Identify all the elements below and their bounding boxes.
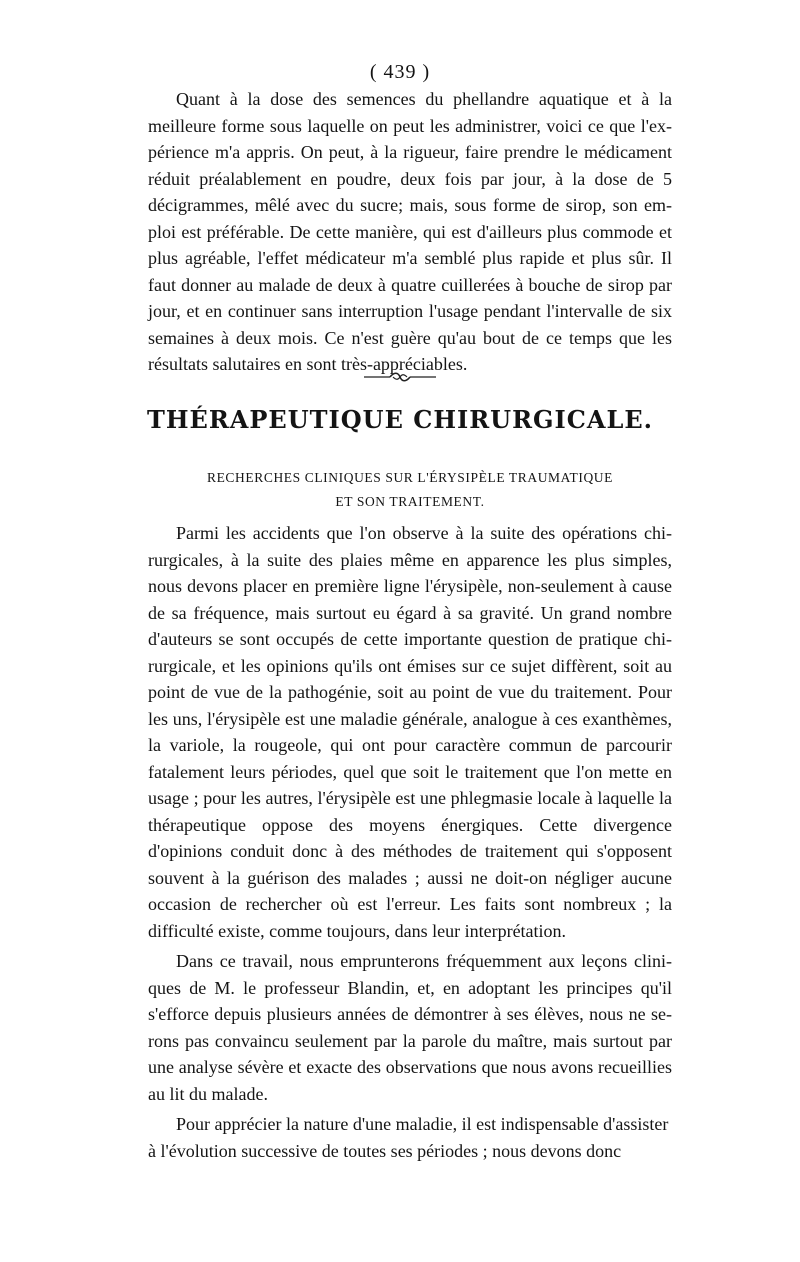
body-paragraph-3: Pour apprécier la nature d'une maladie, il est indispensable d'assister à l'évolution successive de toutes ses périodes ; nous devons donc (148, 1114, 669, 1161)
body-paragraph-1: Parmi les accidents que l'on observe à la suite des opérations chirurgicales, à la suite des plaies même en apparence les plus simples, nous devons placer en première ligne l'érysipèle, non-seulement à cause de sa fréquence, mais surtout eu égard à sa gravité. Un grand nombre d'auteurs se sont occupés de cette importante question de pratique chirurgicale, et les opinions qu'ils ont émises sur ce sujet diffèrent, soit au point de vue de la pathogénie, soit au point de vue du traitement. Pour les uns, l'érysipèle est une maladie générale, analogue à ces exanthèmes, la variole, la rougeole, qui ont pour caractère commun de parcourir fatalement leurs périodes, quel que soit le traitement que l'on mette en usage ; pour les autres, l'érysipèle est une phlegmasie locale à laquelle la thérapeutique oppose des moyens énergiques. Cette divergence d'opinions conduit donc à des méthodes de traitement qui s'opposent souvent à la guérison des malades ; aussi ne doit-on négliger aucune occasion de rechercher où est l'erreur. Les faits sont nombreux ; la difficulté existe, comme toujours, dans leur interprétation. (148, 523, 672, 941)
intro-paragraph: Quant à la dose des semences du phellandre aquatique et à la meilleure forme sous laquelle on peut les administrer, voici ce que l'expérience m'a appris. On peut, à la rigueur, faire prendre le médicament réduit préalablement en poudre, deux fois par jour, à la dose de 5 décigrammes, mêlé avec du sucre; mais, sous forme de sirop, son emploi est préférable. De cette manière, qui est d'ailleurs plus commode et plus agréable, l'effet médicateur m'a semblé plus rapide et plus sûr. Il faut donner au malade de deux à quatre cuillerées à bouche de sirop par jour, et en continuer sans interruption l'usage pendant l'intervalle de six semaines à deux mois. Ce n'est guère qu'au bout de ce temps que les résultats salutaires en sont très-appréciables. (148, 89, 672, 374)
page-number: ( 439 ) (369, 61, 431, 83)
body-paragraph-2: Dans ce travail, nous emprunterons fréquemment aux leçons cliniques de M. le professeur Blandin, et, en adoptant les principes qu'il s'efforce depuis plusieurs années de démontrer à ses élèves, nous ne serons pas convaincu seulement par la parole du maître, mais surtout par une analyse sévère et exacte des observations que nous avons recueillies au lit du malade. (148, 951, 672, 1104)
intro-section (148, 86, 672, 378)
section-body (148, 520, 672, 1164)
ornamental-rule-icon (0, 370, 800, 389)
subtitle-line-1: RECHERCHES CLINIQUES SUR L'ÉRYSIPÈLE TRAUMATIQUE (206, 470, 613, 485)
subtitle-line-2: ET SON TRAITEMENT. (335, 494, 485, 509)
section-title: THÉRAPEUTIQUE CHIRURGICALE. (146, 405, 654, 434)
section-subtitle (148, 466, 672, 514)
